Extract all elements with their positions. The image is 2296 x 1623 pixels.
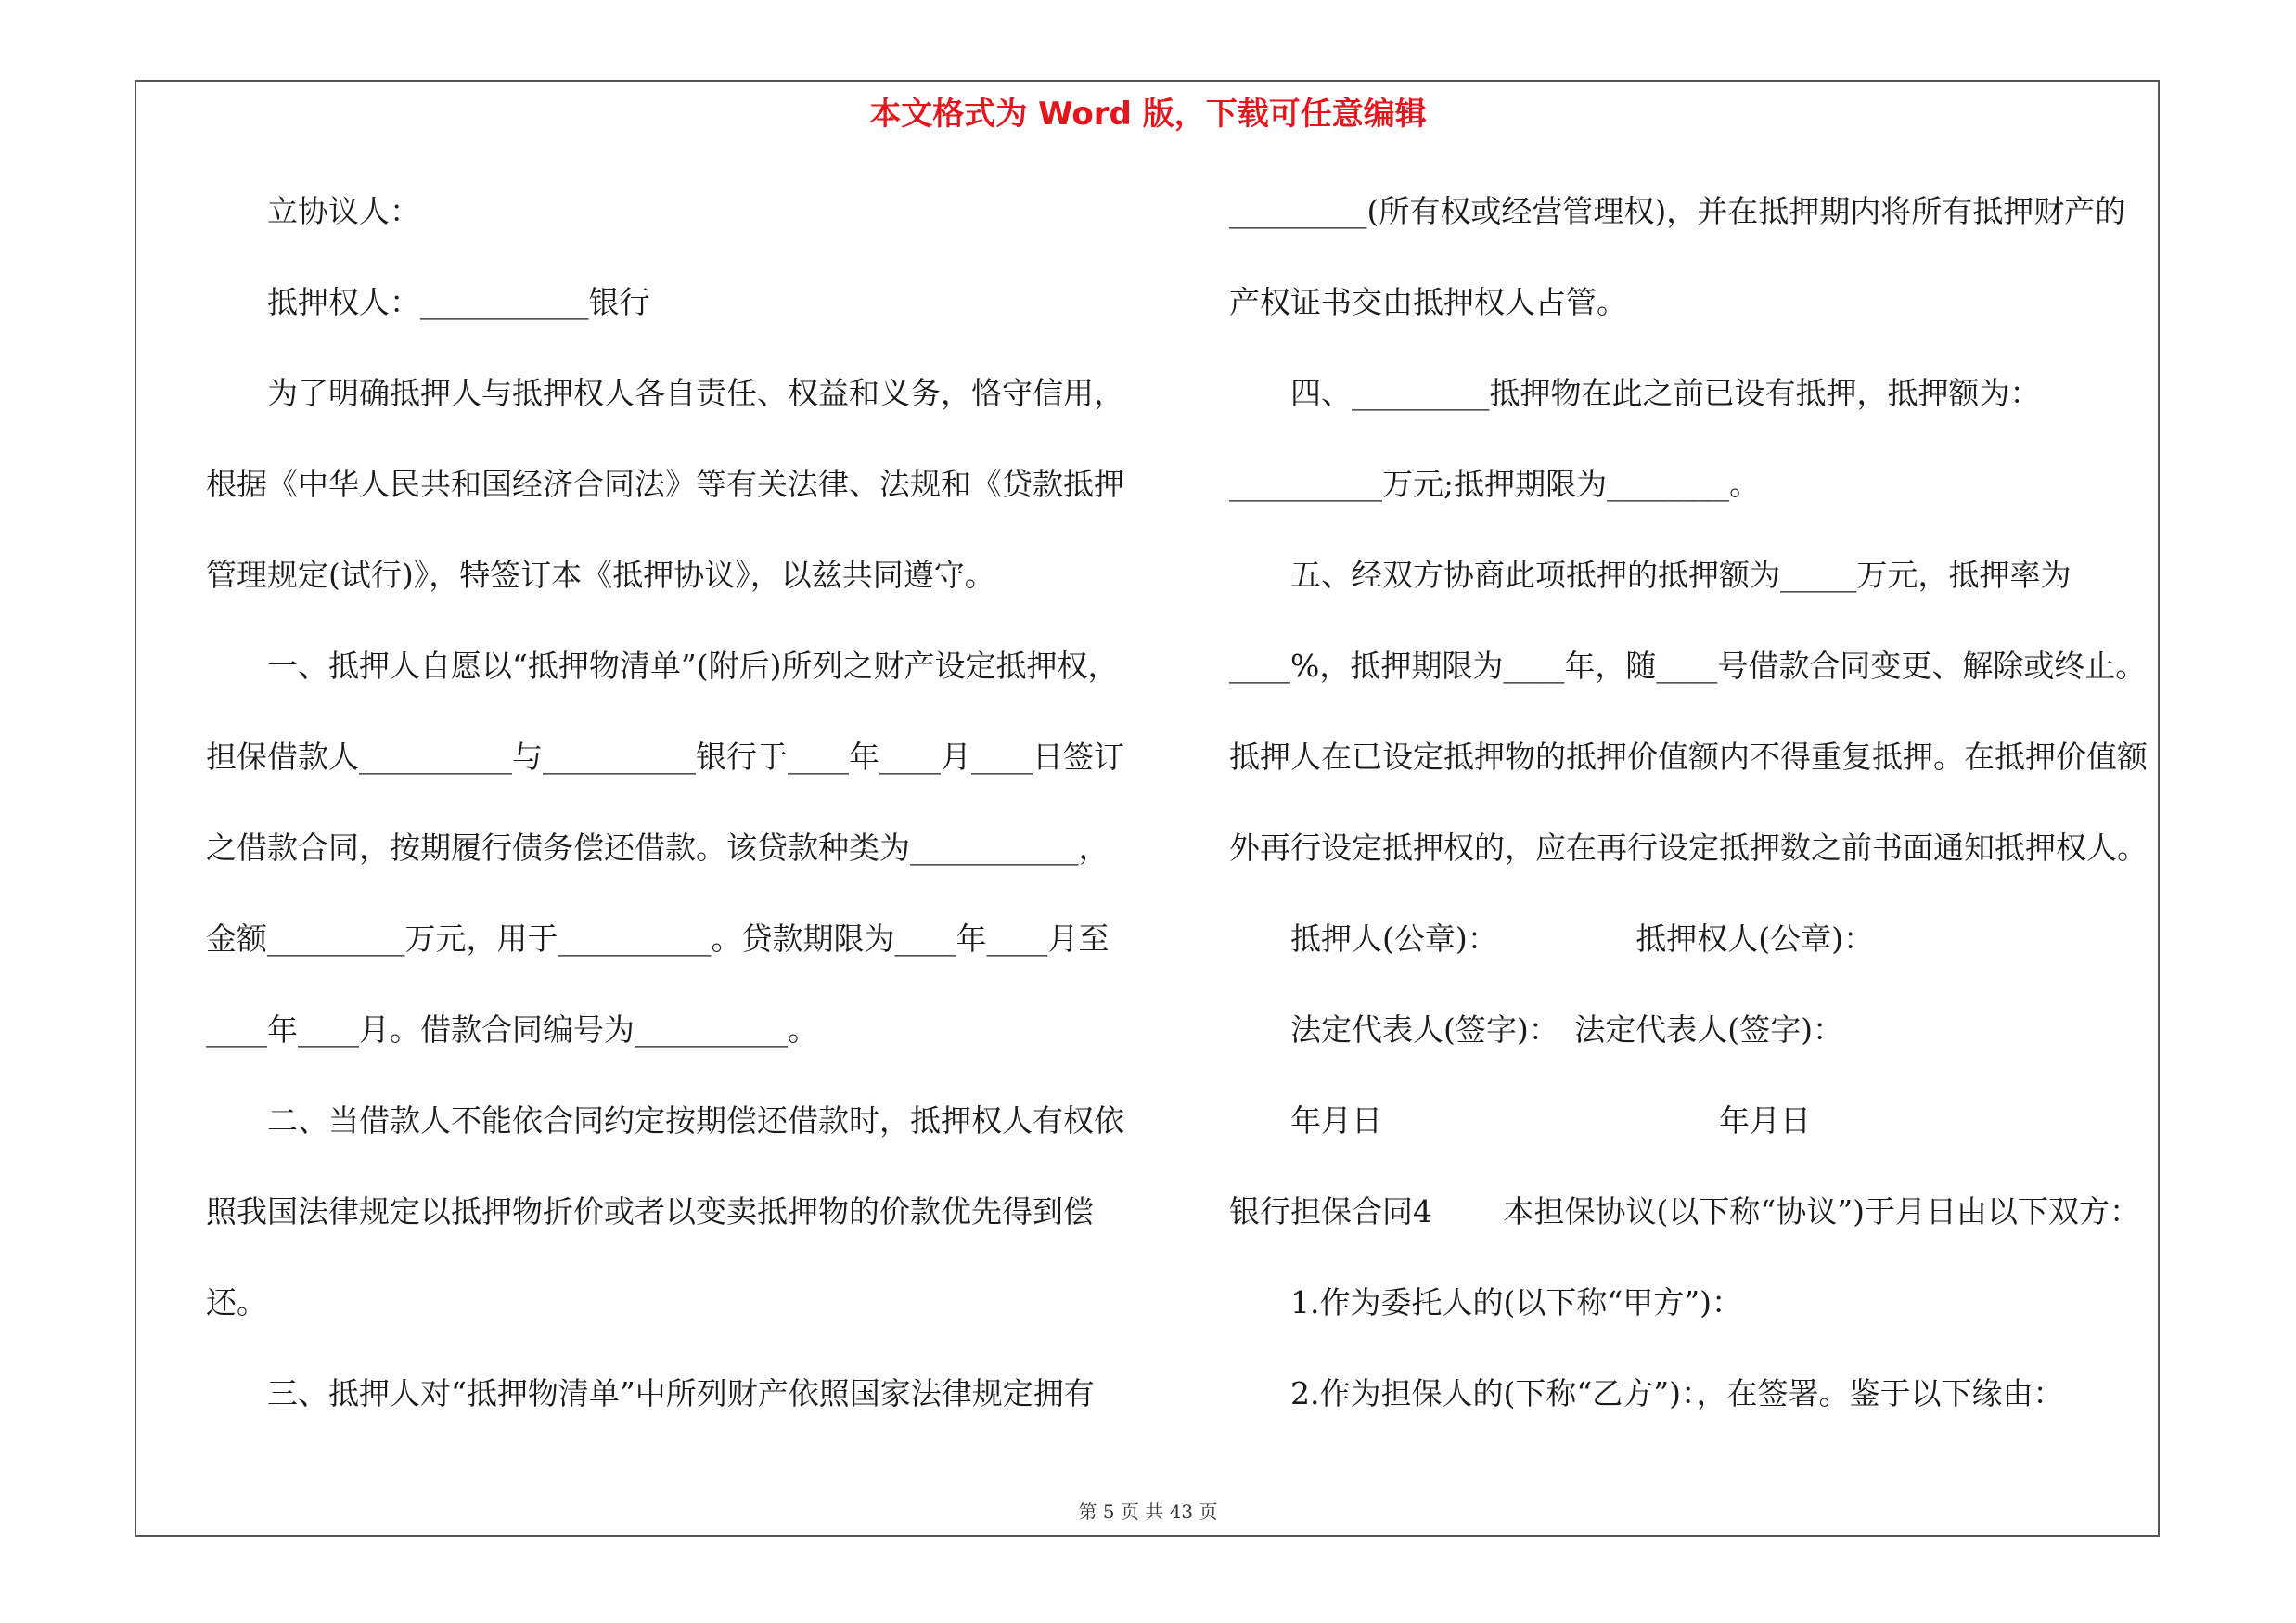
text-line: 2.作为担保人的(下称“乙方”)：，在签署。鉴于以下缘由： — [1290, 1375, 2064, 1411]
text-line: 年月日 年月日 — [1290, 1102, 1811, 1139]
text-line: 为了明确抵押人与抵押权人各自责任、权益和义务，恪守信用， — [267, 375, 1124, 411]
text-line: 照我国法律规定以抵押物折价或者以变卖抵押物的价款优先得到偿 — [206, 1193, 1094, 1230]
text-line: 三、抵押人对“抵押物清单”中所列财产依照国家法律规定拥有 — [267, 1375, 1095, 1411]
text-line: 法定代表人(签字)： 法定代表人(签字)： — [1290, 1011, 1843, 1048]
text-line: 抵押权人：___________银行 — [267, 284, 650, 320]
text-line: 1.作为委托人的(以下称“甲方”)： — [1290, 1284, 1742, 1320]
text-line: 五、经双方协商此项抵押的抵押额为_____万元，抵押率为 — [1290, 557, 2072, 593]
right-column — [1229, 184, 2157, 1457]
word-format-banner: 本文格式为 Word 版，下载可任意编辑 — [869, 96, 1427, 133]
text-line: 银行担保合同4 本担保协议(以下称“协议”)于月日由以下双方： — [1229, 1193, 2140, 1230]
text-line: __________万元;抵押期限为________。 — [1229, 466, 1761, 502]
text-line: 立协议人： — [267, 193, 420, 229]
text-line: 担保借款人__________与__________银行于____年____月____日签订 — [206, 739, 1124, 775]
text-line: 四、_________抵押物在此之前已设有抵押，抵押额为： — [1290, 375, 2041, 411]
text-line: 产权证书交由抵押权人占管。 — [1229, 284, 1627, 320]
text-line: 抵押人(公章)： 抵押权人(公章)： — [1290, 921, 1874, 957]
text-line: 管理规定(试行)》，特签订本《抵押协议》，以兹共同遵守。 — [206, 557, 995, 593]
text-line: ____%，抵押期限为____年，随____号借款合同变更、解除或终止。 — [1229, 648, 2147, 684]
text-line: ____年____月。借款合同编号为__________。 — [206, 1011, 818, 1048]
text-line: 二、当借款人不能依合同约定按期偿还借款时，抵押权人有权依 — [267, 1102, 1124, 1139]
text-line: 还。 — [206, 1284, 267, 1320]
text-line: 金额_________万元，用于__________。贷款期限为____年____月至 — [206, 921, 1110, 957]
left-column — [206, 184, 1161, 1457]
page-footer: 第 5 页 共 43 页 — [1078, 1501, 1218, 1523]
text-line: 抵押人在已设定抵押物的抵押价值额内不得重复抵押。在抵押价值额 — [1229, 739, 2148, 775]
text-line: 之借款合同，按期履行债务偿还借款。该贷款种类为___________， — [206, 830, 1110, 866]
text-line: 一、抵押人自愿以“抵押物清单”(附后)所列之财产设定抵押权， — [267, 648, 1119, 684]
text-line: _________(所有权或经营管理权)，并在抵押期内将所有抵押财产的 — [1229, 193, 2126, 229]
text-line: 根据《中华人民共和国经济合同法》等有关法律、法规和《贷款抵押 — [206, 466, 1124, 502]
text-line: 外再行设定抵押权的，应在再行设定抵押数之前书面通知抵押权人。 — [1229, 830, 2148, 866]
